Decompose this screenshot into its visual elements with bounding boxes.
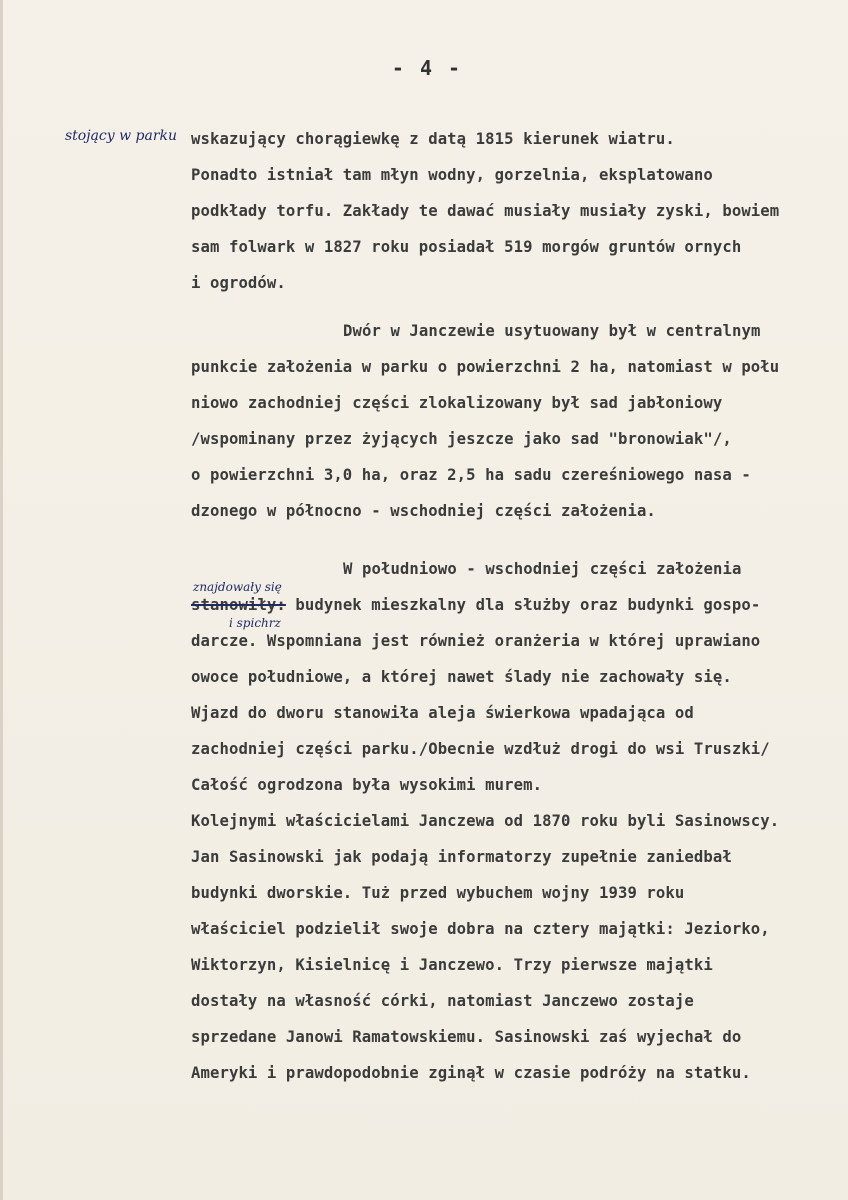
struck-word: stanowiły: — [191, 596, 286, 614]
text-line: punkcie założenia w parku o powierzchni 2 ha, natomiast w połu — [191, 358, 780, 376]
page-number: - 4 - — [391, 56, 463, 80]
text-line: sam folwark w 1827 roku posiadał 519 morgów gruntów ornych — [191, 238, 742, 256]
text-line: Wiktorzyn, Kisielnicę i Janczewo. Trzy pierwsze majątki — [191, 956, 713, 974]
text-line: dzonego w północno - wschodniej części założenia. — [191, 502, 656, 520]
text-line: Ponadto istniał tam młyn wodny, gorzelnia, eksplatowano — [191, 166, 713, 184]
text-line: Całość ogrodzona była wysokimi murem. — [191, 776, 543, 794]
text-line: Dwór w Janczewie usytuowany był w centralnym — [343, 322, 761, 340]
text-line: owoce południowe, a której nawet ślady nie zachowały się. — [191, 668, 732, 686]
text-line: właściciel podzielił swoje dobra na cztery majątki: Jeziorko, — [191, 920, 770, 938]
handwritten-insertion: znajdowały się — [193, 580, 282, 594]
text-line: zachodniej części parku./Obecnie wzdłuż drogi do wsi Truszki/ — [191, 740, 770, 758]
text-span: budynek mieszkalny dla służby oraz budynki gospo- — [285, 596, 761, 614]
text-line: o powierzchni 3,0 ha, oraz 2,5 ha sadu czereśniowego nasa - — [191, 466, 751, 484]
text-line: budynki dworskie. Tuż przed wybuchem wojny 1939 roku — [191, 884, 685, 902]
text-line: Jan Sasinowski jak podają informatorzy zupełnie zaniedbał — [191, 848, 732, 866]
text-line: i ogrodów. — [191, 274, 286, 292]
text-line: sprzedane Janowi Ramatowskiemu. Sasinowski zaś wyjechał do — [191, 1028, 742, 1046]
text-line: podkłady torfu. Zakłady te dawać musiały musiały zyski, bowiem — [191, 202, 780, 220]
text-line: darcze. Wspomniana jest również oranżeria w której uprawiano — [191, 632, 761, 650]
text-line: Ameryki i prawdopodobnie zginął w czasie podróży na statku. — [191, 1064, 751, 1082]
text-line: W południowo - wschodniej części założenia — [343, 560, 742, 578]
margin-note-handwritten: stojący w parku — [65, 128, 178, 144]
text-line: /wspominany przez żyjących jeszcze jako sad "bronowiak"/, — [191, 430, 732, 448]
text-line: dostały na własność córki, natomiast Janczewo zostaje — [191, 992, 694, 1010]
handwritten-insertion: i spichrz — [229, 616, 281, 630]
text-line: Wjazd do dworu stanowiła aleja świerkowa wpadająca od — [191, 704, 694, 722]
text-line: wskazujący chorągiewkę z datą 1815 kierunek wiatru. — [191, 130, 675, 148]
text-line: Kolejnymi właścicielami Janczewa od 1870 roku byli Sasinowscy. — [191, 812, 780, 830]
text-line: niowo zachodniej części zlokalizowany był sad jabłoniowy — [191, 394, 723, 412]
text-line — [191, 596, 760, 614]
